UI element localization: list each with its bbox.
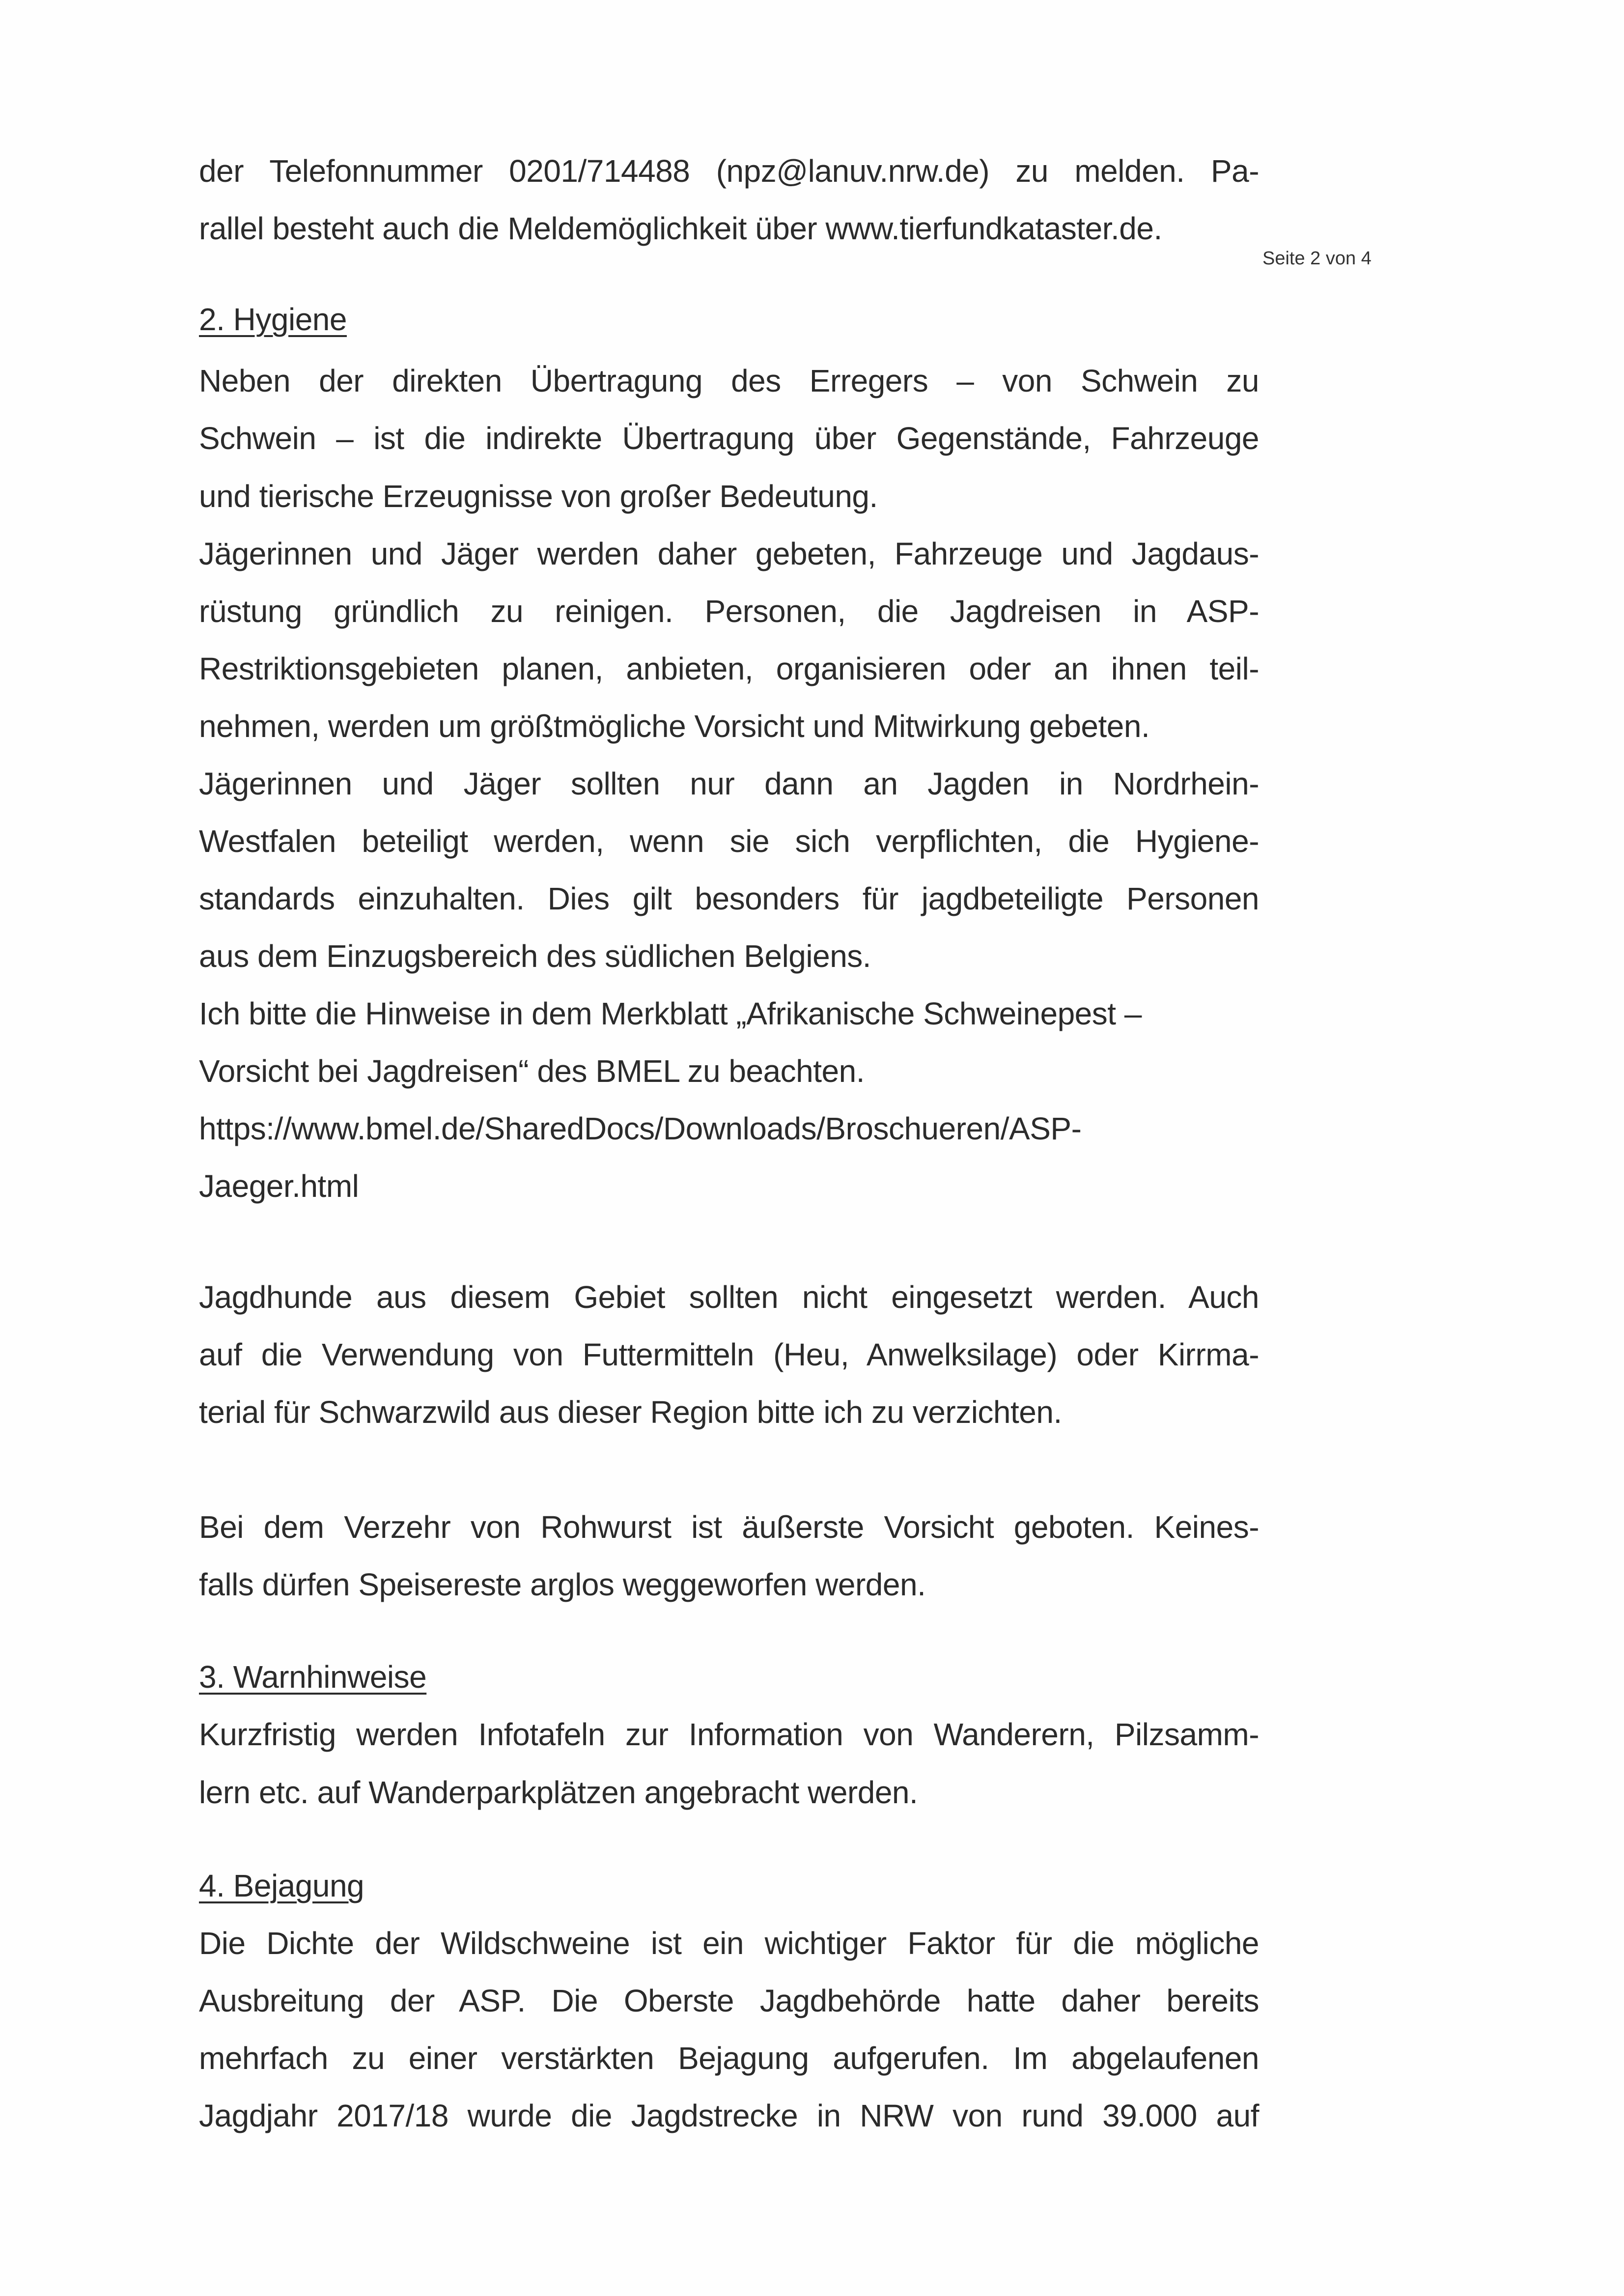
- text-line: mehrfach zu einer verstärkten Bejagung aufgerufen. Im abgelaufenen: [199, 2041, 1259, 2076]
- link-bmel-url[interactable]: https://www.bmel.de/SharedDocs/Downloads/Broschueren/ASP-: [199, 1111, 1082, 1146]
- text-line: Kurzfristig werden Infotafeln zur Information von Wanderern, Pilzsamm-: [199, 1717, 1259, 1752]
- text-line: rallel besteht auch die Meldemöglichkeit über www.tierfundkataster.de.: [199, 211, 1162, 246]
- text-line: standards einzuhalten. Dies gilt besonders für jagdbeteiligte Personen: [199, 881, 1259, 916]
- section-heading-warnhinweise: 3. Warnhinweise: [199, 1659, 427, 1695]
- page-number: Seite 2 von 4: [1262, 248, 1372, 269]
- text-line: Jägerinnen und Jäger werden daher gebeten, Fahrzeuge und Jagdaus-: [199, 536, 1259, 571]
- text-line: Ausbreitung der ASP. Die Oberste Jagdbehörde hatte daher bereits: [199, 1983, 1259, 2018]
- text-line: falls dürfen Speisereste arglos weggeworfen werden.: [199, 1567, 926, 1602]
- text-line: Vorsicht bei Jagdreisen“ des BMEL zu beachten.: [199, 1053, 865, 1089]
- text-line: der Telefonnummer 0201/714488 (npz@lanuv.nrw.de) zu melden. Pa-: [199, 153, 1259, 189]
- text-line: Restriktionsgebieten planen, anbieten, organisieren oder an ihnen teil-: [199, 651, 1259, 686]
- text-line: lern etc. auf Wanderparkplätzen angebracht werden.: [199, 1775, 918, 1810]
- text-line: rüstung gründlich zu reinigen. Personen, die Jagdreisen in ASP-: [199, 594, 1259, 629]
- text-line: Jagdhunde aus diesem Gebiet sollten nicht eingesetzt werden. Auch: [199, 1279, 1259, 1315]
- section-heading-hygiene: 2. Hygiene: [199, 302, 347, 337]
- text-line: Die Dichte der Wildschweine ist ein wichtiger Faktor für die mögliche: [199, 1926, 1259, 1961]
- text-line: Jagdjahr 2017/18 wurde die Jagdstrecke in NRW von rund 39.000 auf: [199, 2098, 1259, 2133]
- text-line: und tierische Erzeugnisse von großer Bedeutung.: [199, 479, 878, 514]
- text-line: aus dem Einzugsbereich des südlichen Belgiens.: [199, 938, 871, 974]
- text-line: Neben der direkten Übertragung des Erregers – von Schwein zu: [199, 363, 1259, 398]
- text-line: terial für Schwarzwild aus dieser Region bitte ich zu verzichten.: [199, 1394, 1062, 1430]
- text-line: auf die Verwendung von Futtermitteln (Heu, Anwelksilage) oder Kirrma-: [199, 1337, 1259, 1372]
- text-line: Westfalen beteiligt werden, wenn sie sich verpflichten, die Hygiene-: [199, 823, 1259, 859]
- link-bmel-url-cont[interactable]: Jaeger.html: [199, 1168, 359, 1204]
- text-line: nehmen, werden um größtmögliche Vorsicht und Mitwirkung gebeten.: [199, 709, 1150, 744]
- text-line: Jägerinnen und Jäger sollten nur dann an Jagden in Nordrhein-: [199, 766, 1259, 801]
- text-line: Ich bitte die Hinweise in dem Merkblatt „Afrikanische Schweinepest –: [199, 996, 1142, 1031]
- text-line: Bei dem Verzehr von Rohwurst ist äußerste Vorsicht geboten. Keines-: [199, 1509, 1259, 1545]
- section-heading-bejagung: 4. Bejagung: [199, 1868, 364, 1903]
- text-line: Schwein – ist die indirekte Übertragung über Gegenstände, Fahrzeuge: [199, 421, 1259, 456]
